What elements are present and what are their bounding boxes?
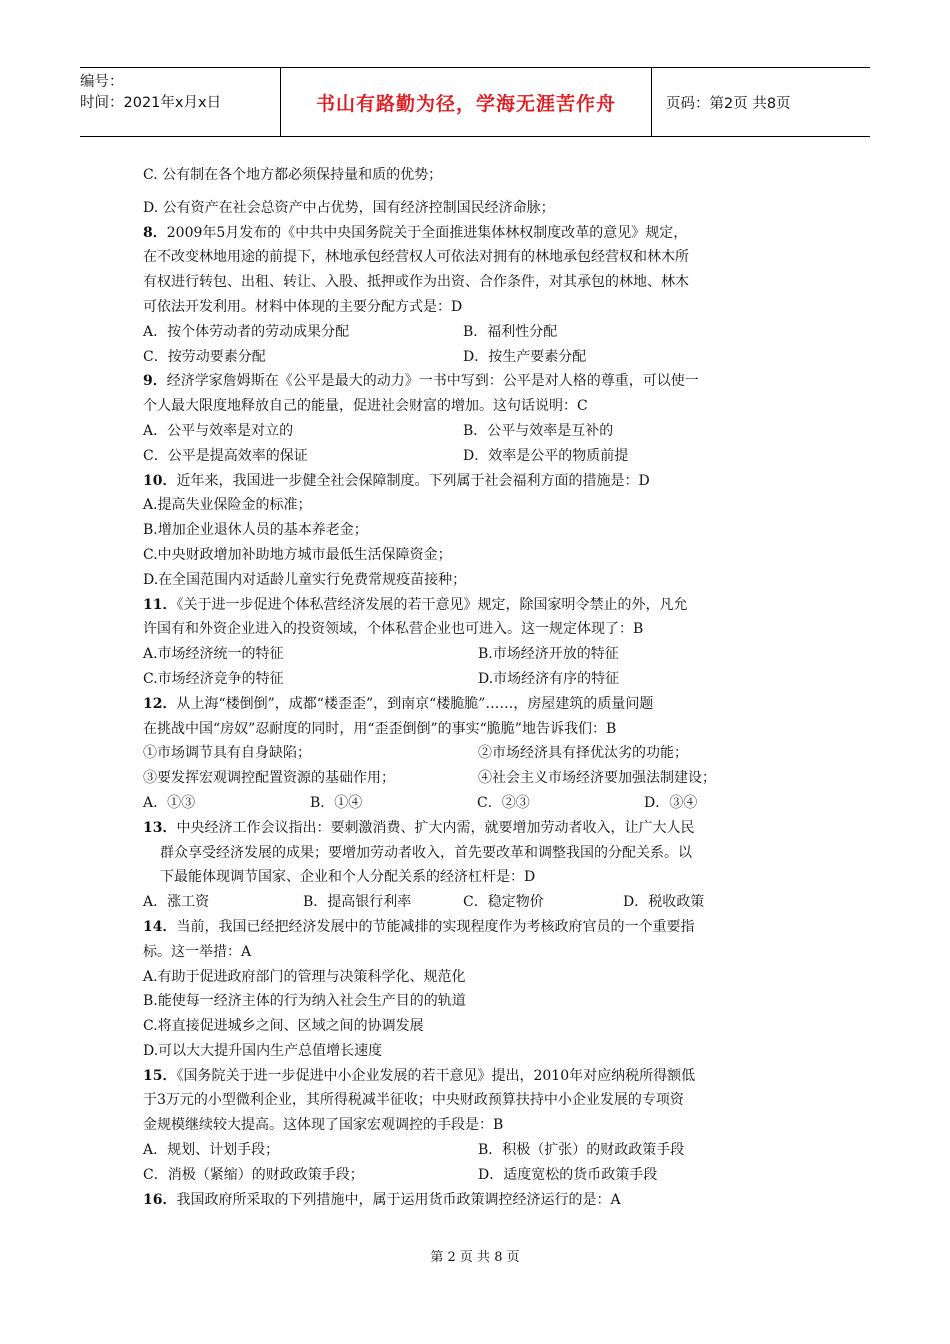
question-number: 12．	[143, 695, 177, 712]
option-d: D.可以大大提升国内生产总值增长速度	[143, 1042, 383, 1059]
question-text: 标。这一举措：A	[143, 943, 252, 960]
option-d: D．适度宽松的货币政策手段	[478, 1166, 658, 1183]
question-text: 当前，我国已经把经济发展中的节能减排的实现程度作为考核政府官员的一个重要指	[176, 918, 695, 935]
question-text: 2009年5月发布的《中共中央国务院关于全面推进集体林权制度改革的意见》规定，	[166, 224, 688, 241]
question-text: 在挑战中国“房奴”忍耐度的同时，用“歪歪倒倒”的事实“脆脆”地告诉我们：B	[143, 720, 617, 737]
option-b: B.增加企业退休人员的基本养老金；	[143, 522, 368, 539]
question-text: 经济学家詹姆斯在《公平是最大的动力》一书中写到：公平是对人格的尊重，可以使一	[166, 373, 699, 390]
statement-1: ①市场调节具有自身缺陷；	[143, 745, 311, 762]
document-body	[143, 163, 813, 1212]
option-7d: D. 公有资产在社会总资产中占优势，国有经济控制国民经济命脉；	[143, 199, 555, 216]
option-c: C.将直接促进城乡之间、区域之间的协调发展	[143, 1018, 424, 1035]
question-text: 中央经济工作会议指出：要刺激消费、扩大内需，就要增加劳动者收入，让广大人民	[176, 819, 695, 836]
question-number: 9．	[143, 373, 167, 390]
option-c: C．稳定物价	[463, 894, 544, 911]
option-a: A．①③	[143, 794, 196, 811]
option-c: C．②③	[477, 794, 530, 811]
question-number: 11．	[143, 596, 177, 613]
question-text: 金规模继续较大提高。这体现了国家宏观调控的手段是：B	[143, 1117, 504, 1134]
question-12	[143, 692, 813, 816]
page-header	[80, 67, 870, 137]
option-b: B．积极（扩张）的财政政策手段	[478, 1142, 685, 1159]
question-text: 下最能体现调节国家、企业和个人分配关系的经济杠杆是：D	[160, 869, 536, 886]
question-text: 许国有和外资企业进入的投资领域，个体私营企业也可进入。这一规定体现了：B	[143, 621, 644, 638]
header-info	[80, 68, 280, 136]
question-text: 在不改变林地用途的前提下，林地承包经营权人可依法对拥有的林地承包经营权和林木所	[143, 249, 689, 266]
option-a: A.提高失业保险金的标准；	[143, 497, 312, 514]
question-number: 13．	[143, 819, 177, 836]
option-b: B.市场经济开放的特征	[478, 646, 619, 663]
question-text: 近年来，我国进一步健全社会保障制度。下列属于社会福利方面的措施是：D	[176, 472, 650, 489]
question-text: 从上海“楼倒倒”，成都“楼歪歪”，到南京“楼脆脆”……，房屋建筑的质量问题	[176, 695, 654, 712]
header-motto: 书山有路勤为径，学海无涯苦作舟	[280, 68, 652, 136]
option-d: D．税收政策	[623, 894, 705, 911]
question-16	[143, 1188, 813, 1213]
option-b: B．①④	[310, 794, 363, 811]
question-text: 《关于进一步促进个体私营经济发展的若干意见》规定，除国家明令禁止的外，凡允	[176, 596, 688, 613]
option-b: B．提高银行利率	[303, 894, 412, 911]
question-number: 8．	[143, 224, 167, 241]
option-a: A．公平与效率是对立的	[143, 422, 294, 439]
option-c: C．公平是提高效率的保证	[143, 447, 308, 464]
option-d: D．按生产要素分配	[463, 348, 587, 365]
statement-4: ④社会主义市场经济要加强法制建设；	[478, 770, 716, 787]
question-text: 有权进行转包、出租、转让、入股、抵押或作为出资、合作条件，对其承包的林地、林木	[143, 274, 689, 291]
question-14	[143, 915, 813, 1064]
question-10	[143, 469, 813, 593]
question-number: 10．	[143, 472, 177, 489]
option-7c: C. 公有制在各个地方都必须保持量和质的优势；	[143, 167, 443, 183]
date-label: 时间：2021年x月x日	[80, 95, 222, 111]
question-text: 群众享受经济发展的成果；要增加劳动者收入，首先要改革和调整我国的分配关系。以	[160, 844, 692, 861]
option-c: C．按劳动要素分配	[143, 348, 266, 365]
serial-number-label: 编号：	[80, 74, 124, 90]
question-number: 14．	[143, 918, 177, 935]
question-text: 可依法开发利用。材料中体现的主要分配方式是：D	[143, 298, 463, 315]
option-a: A．按个体劳动者的劳动成果分配	[143, 323, 350, 340]
option-a: A．规划、计划手段；	[143, 1142, 280, 1159]
question-11	[143, 593, 813, 692]
question-9	[143, 369, 813, 468]
question-8	[143, 221, 813, 370]
option-d: D．③④	[644, 794, 698, 811]
question-number: 15．	[143, 1067, 177, 1084]
page-footer: 第 2 页 共 8 页	[430, 1250, 520, 1265]
option-b: B.能使每一经济主体的行为纳入社会生产目的的轨道	[143, 993, 466, 1010]
option-c: C.中央财政增加补助地方城市最低生活保障资金；	[143, 546, 452, 563]
option-b: B．公平与效率是互补的	[463, 422, 614, 439]
question-text: 于3万元的小型微利企业，其所得税减半征收；中央财政预算扶持中小企业发展的专项资	[143, 1092, 684, 1109]
statement-3: ③要发挥宏观调控配置资源的基础作用；	[143, 770, 395, 787]
question-13	[143, 816, 813, 915]
header-page-number: 页码：第2页 共8页	[666, 95, 791, 112]
option-a: A.有助于促进政府部门的管理与决策科学化、规范化	[143, 968, 466, 985]
question-text: 我国政府所采取的下列措施中，属于运用货币政策调控经济运行的是：A	[176, 1191, 621, 1208]
option-c: C.市场经济竞争的特征	[143, 670, 284, 687]
question-number: 16．	[143, 1191, 177, 1208]
option-c: C．消极（紧缩）的财政政策手段；	[143, 1166, 364, 1183]
statement-2: ②市场经济具有择优汰劣的功能；	[478, 745, 688, 762]
option-a: A.市场经济统一的特征	[143, 646, 284, 663]
option-d: D．效率是公平的物质前提	[463, 447, 629, 464]
option-b: B．福利性分配	[463, 323, 558, 340]
option-a: A．涨工资	[143, 894, 210, 911]
option-d: D.市场经济有序的特征	[478, 670, 620, 687]
question-15	[143, 1064, 813, 1188]
question-text: 《国务院关于进一步促进中小企业发展的若干意见》提出，2010年对应纳税所得额低	[176, 1067, 696, 1084]
option-d: D.在全国范围内对适龄儿童实行免费常规疫苗接种；	[143, 571, 467, 588]
question-text: 个人最大限度地释放自己的能量，促进社会财富的增加。这句话说明：C	[143, 398, 588, 415]
